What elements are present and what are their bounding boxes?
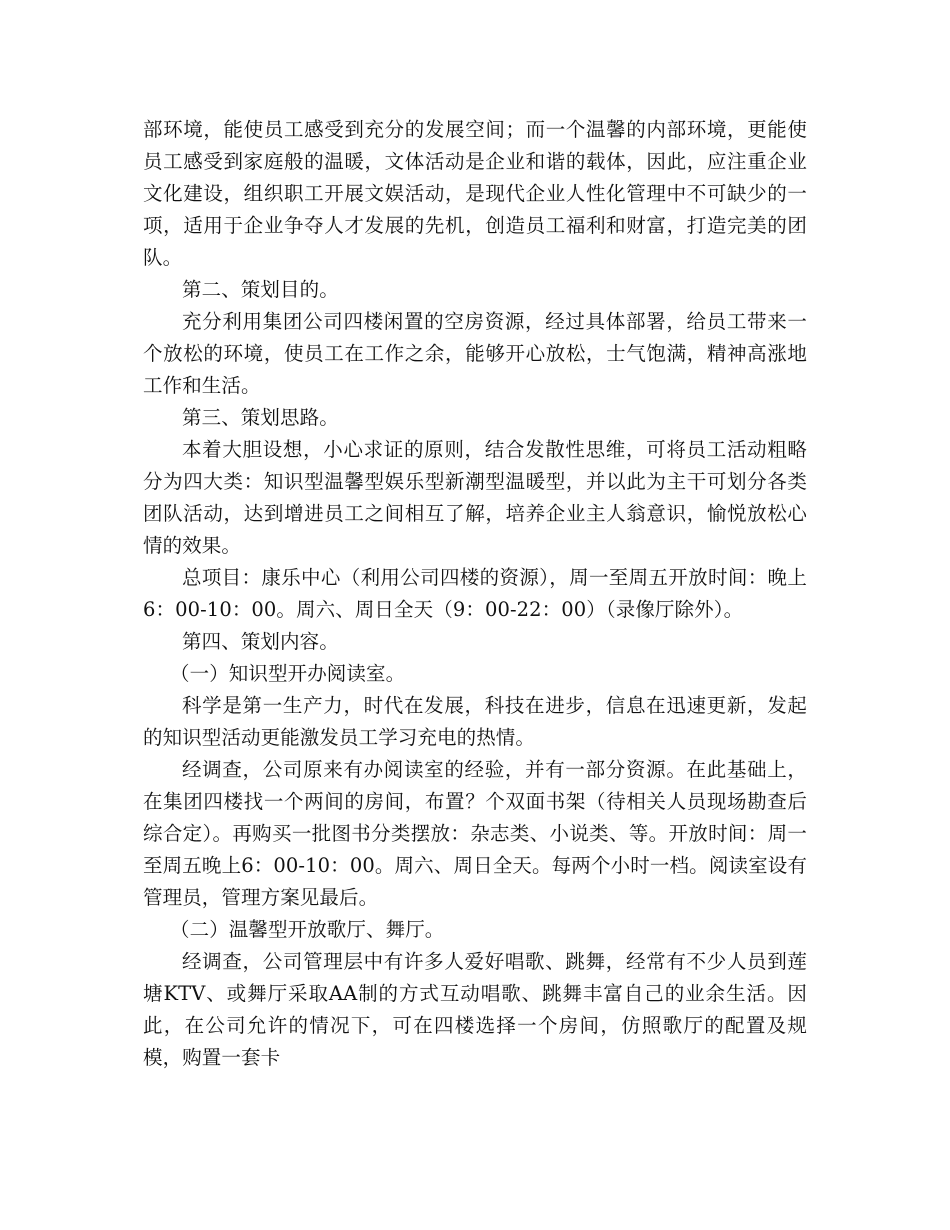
heading-section-four: 第四、策划内容。 bbox=[182, 630, 339, 653]
paragraph-approach: 本着大胆设想，小心求证的原则，结合发散性思维，可将员工活动粗略分为四大类：知识型温馨型娱乐型新潮型温暖型，并以此为主干可划分各类团队活动，达到增进员工之间相互了解，培养企业主人翁意识，愉悦放松心情的效果。 bbox=[143, 438, 807, 557]
heading-section-two: 第二、策划目的。 bbox=[182, 278, 339, 301]
heading-section-three: 第三、策划思路。 bbox=[182, 406, 339, 429]
paragraph-knowledge: 科学是第一生产力，时代在发展，科技在进步，信息在迅速更新，发起的知识型活动更能激发员工学习充电的热情。 bbox=[143, 694, 807, 749]
document-body bbox=[143, 114, 807, 1074]
paragraph-purpose: 充分利用集团公司四楼闲置的空房资源，经过具体部署，给员工带来一个放松的环境，使员工在工作之余，能够开心放松，士气饱满，精神高涨地工作和生活。 bbox=[143, 310, 807, 397]
paragraph-intro-continued: 部环境，能使员工感受到充分的发展空间；而一个温馨的内部环境，更能使员工感受到家庭般的温暖，文体活动是企业和谐的载体，因此，应注重企业文化建设，组织职工开展文娱活动，是现代企业人性化管理中不可缺少的一项，适用于企业争夺人才发展的先机，创造员工福利和财富，打造完美的团队。 bbox=[143, 118, 807, 269]
paragraph-ktv-dance: 经调查，公司管理层中有许多人爱好唱歌、跳舞，经常有不少人员到莲塘KTV、或舞厅采取AA制的方式互动唱歌、跳舞丰富自己的业余生活。因此，在公司允许的情况下，可在四楼选择一个房间，仿照歌厅的配置及规模，购置一套卡 bbox=[143, 950, 807, 1069]
paragraph-reading-room: 经调查，公司原来有办阅读室的经验，并有一部分资源。在此基础上，在集团四楼找一个两间的房间，布置？个双面书架（待相关人员现场勘查后综合定）。再购买一批图书分类摆放：杂志类、小说类、等。开放时间：周一至周五晚上6：00-10：00。周六、周日全天。每两个小时一档。阅读室设有管理员，管理方案见最后。 bbox=[143, 758, 807, 909]
paragraph-general-project: 总项目：康乐中心（利用公司四楼的资源），周一至周五开放时间：晚上6：00-10：00。周六、周日全天（9：00-22：00）（录像厅除外）。 bbox=[143, 566, 807, 621]
heading-subsection-one: （一）知识型开办阅读室。 bbox=[170, 662, 406, 685]
heading-subsection-two: （二）温馨型开放歌厅、舞厅。 bbox=[170, 918, 445, 941]
